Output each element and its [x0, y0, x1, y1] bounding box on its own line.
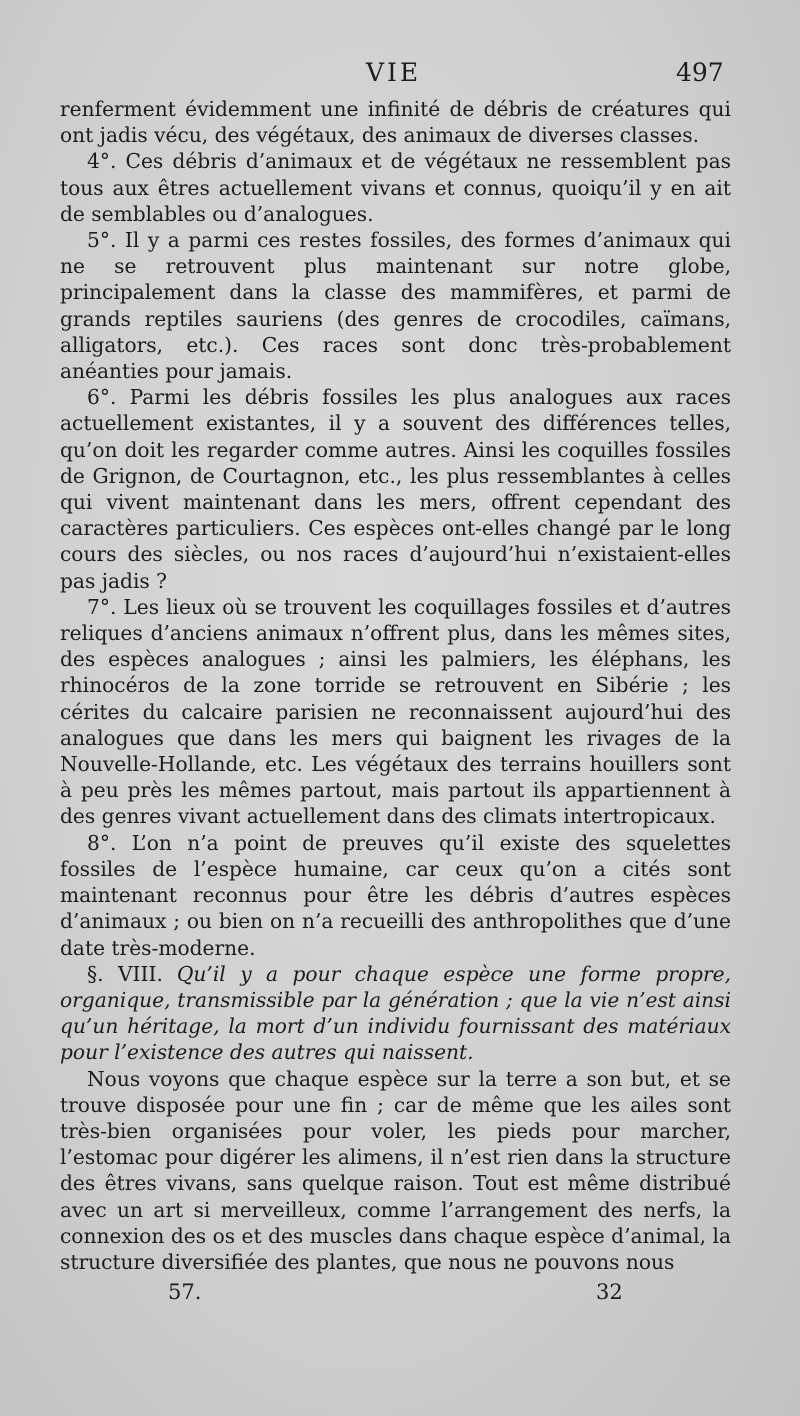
main-text	[60, 96, 731, 1275]
section-title: Qu’il y a pour chaque espèce une forme propre, organique, transmissible par la génération ; que la vie n’est ainsi qu’un héritage, la mort d’un individu fournissant des matériaux pour l’existence des autres qui naissent.	[60, 961, 731, 1065]
running-head	[0, 58, 800, 92]
paragraph-point-8: 8°. L’on n’a point de preuves qu’il existe des squelettes fossiles de l’espèce humaine, car ceux qu’on a cités sont maintenant reconnus pour être les débris d’autres espèces d’animaux ; ou bien on n’a recueilli des anthropolithes que d’une date très-moderne.	[60, 830, 731, 960]
paragraph-continuation: renferment évidemment une infinité de débris de créatures qui ont jadis vécu, des végétaux, des animaux de diverses classes.	[60, 97, 731, 148]
paragraph-point-4: 4°. Ces débris d’animaux et de végétaux ne ressemblent pas tous aux êtres actuellement vivans et connus, quoiqu’il y en ait de semblables ou d’analogues.	[60, 149, 731, 226]
paragraph-point-5: 5°. Il y a parmi ces restes fossiles, des formes d’animaux qui ne se retrouvent plus maintenant sur notre globe, principalement dans la classe des mammifères, et parmi de grands reptiles sauriens (des genres de crocodiles, caïmans, alligators, etc.). Ces races sont donc très-probablement anéanties pour jamais.	[60, 228, 731, 384]
section-heading	[60, 961, 731, 1066]
paragraph-point-7: 7°. Les lieux où se trouvent les coquillages fossiles et d’autres reliques d’anciens animaux n’offrent plus, dans les mêmes sites, des espèces analogues ; ainsi les palmiers, les éléphans, les rhinocéros de la zone torride se retrouvent en Sibérie ; les cérites du calcaire parisien ne reconnaissent aujourd’hui des analogues que dans les mers qui baignent les rivages de la Nouvelle-Hollande, etc. Les végétaux des terrains houillers sont à peu près les mêmes partout, mais partout ils appartiennent à des genres vivant actuellement dans des climats intertropicaux.	[60, 594, 731, 829]
paragraph-point-6: 6°. Parmi les débris fossiles les plus analogues aux races actuellement existantes, il y a souvent des différences telles, qu’on doit les regarder comme autres. Ainsi les coquilles fossiles de Grignon, de Courtagnon, etc., les plus ressemblantes à celles qui vivent maintenant dans les mers, offrent cependant des caractères particuliers. Ces espèces ont-elles changé par le long cours des siècles, ou nos races d’aujourd’hui n’existaient-elles pas jadis ?	[60, 385, 731, 593]
paragraph-closing: Nous voyons que chaque espèce sur la terre a son but, et se trouve disposée pour une fin ; car de même que les ailes sont très-bien organisées pour voler, les pieds pour marcher, l’estomac pour digérer les alimens, il n’est rien dans la structure des êtres vivans, sans quelque raison. Tout est même distribué avec un art si merveilleux, comme l’arrangement des nerfs, la connexion des os et des muscles dans chaque espèce d’animal, la structure diversifiée des plantes, que nous ne pouvons nous	[60, 1066, 731, 1274]
page-number: 497	[676, 58, 724, 87]
section-number: §. VIII.	[87, 961, 163, 986]
gathering-number: 32	[596, 1280, 623, 1304]
running-title: VIE	[366, 58, 422, 87]
signature-mark: 57.	[168, 1280, 202, 1304]
page-footer	[0, 1280, 800, 1312]
